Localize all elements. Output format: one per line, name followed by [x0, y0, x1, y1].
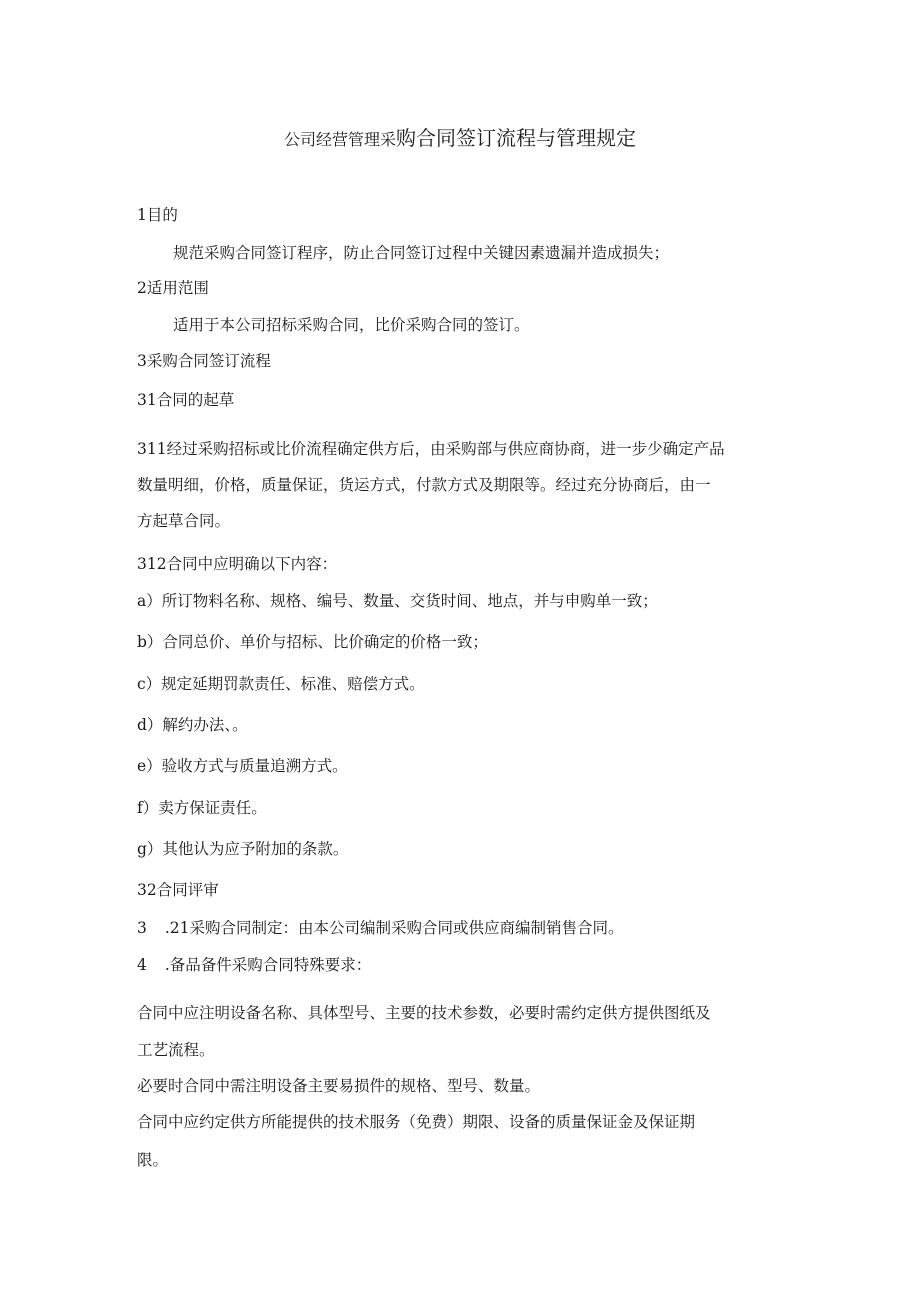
heading-drafting: 31合同的起草 [137, 391, 235, 409]
paragraph-purpose: 规范采购合同签订程序，防止合同签订过程中关键因素遗漏并造成损失； [173, 244, 670, 262]
heading-review: 32合同评审 [137, 881, 219, 899]
paragraph-spare-1-line1: 合同中应注明设备名称、具体型号、主要的技术参数，必要时需约定供方提供图纸及 [137, 1004, 711, 1022]
heading-signing-process: 3采购合同签订流程 [137, 352, 271, 370]
list-item-b: b）合同总价、单价与招标、比价确定的价格一致； [137, 633, 488, 651]
heading-purpose: 1目的 [137, 206, 178, 224]
title-main: 购合同签订流程与管理规定 [396, 126, 636, 150]
paragraph-321 [137, 918, 624, 938]
paragraph-321-number: 3 [137, 919, 147, 937]
list-item-g: g）其他认为应予附加的条款。 [137, 840, 349, 858]
list-item-c: c）规定延期罚款责任、标准、赔偿方式。 [137, 675, 425, 693]
paragraph-spare-1-line2: 工艺流程。 [137, 1041, 215, 1059]
heading-spare-parts [137, 955, 371, 975]
paragraph-311-line1: 311经过采购招标或比价流程确定供方后，由采购部与供应商协商，进一步少确定产品 [137, 440, 725, 458]
paragraph-311-line2: 数量明细，价格，质量保证，货运方式，付款方式及期限等。经过充分协商后，由一 [137, 476, 711, 494]
document-title [0, 122, 920, 151]
heading-spare-parts-number: 4 [137, 956, 147, 974]
heading-scope: 2适用范围 [137, 279, 209, 297]
list-item-f: f）卖方保证责任。 [137, 799, 267, 817]
heading-spare-parts-text: .备品备件采购合同特殊要求： [164, 956, 372, 974]
paragraph-311-line3: 方起草合同。 [137, 512, 231, 530]
paragraph-scope: 适用于本公司招标采购合同，比价采购合同的签订。 [173, 316, 530, 334]
paragraph-312: 312合同中应明确以下内容： [137, 555, 338, 573]
paragraph-spare-3-line2: 限。 [137, 1151, 169, 1169]
paragraph-spare-2: 必要时合同中需注明设备主要易损件的规格、型号、数量。 [137, 1077, 541, 1095]
paragraph-spare-3-line1: 合同中应约定供方所能提供的技术服务（免费）期限、设备的质量保证金及保证期 [137, 1113, 696, 1131]
title-prefix: 公司经营管理采 [283, 130, 396, 149]
paragraph-321-text: .21采购合同制定：由本公司编制采购合同或供应商编制销售合同。 [164, 919, 624, 937]
list-item-a: a）所订物料名称、规格、编号、数量、交货时间、地点，并与申购单一致； [137, 592, 658, 610]
list-item-d: d）解约办法、。 [137, 716, 248, 734]
list-item-e: e）验收方式与质量追溯方式。 [137, 757, 348, 775]
